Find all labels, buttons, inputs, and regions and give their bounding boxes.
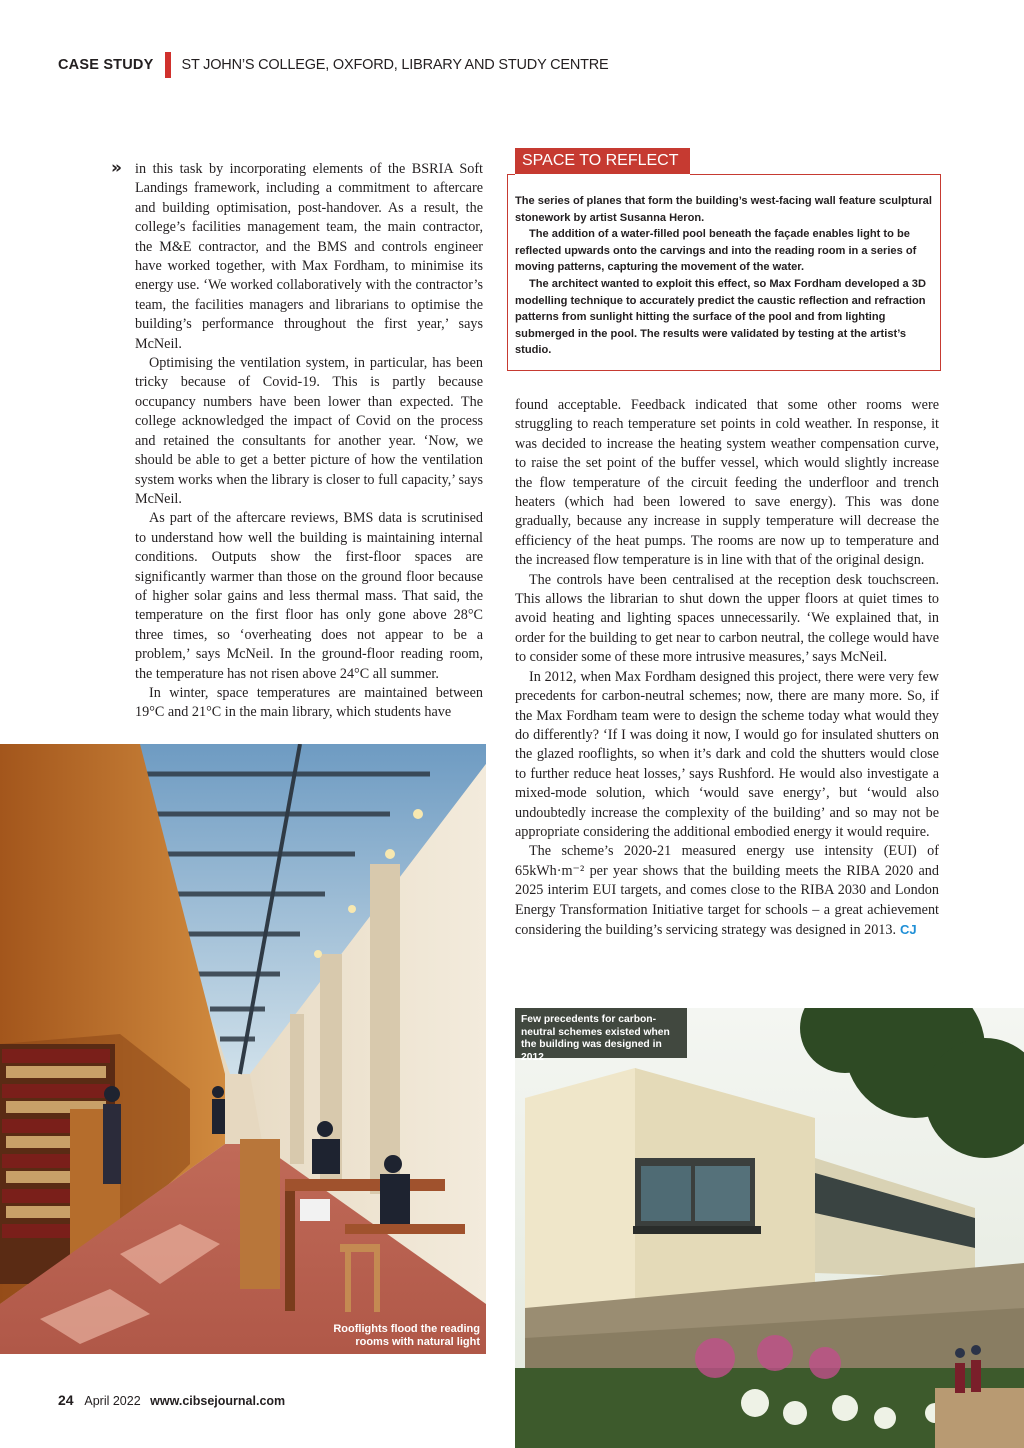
library-interior-photo [0,744,486,1354]
body-paragraph: In winter, space temperatures are maintained between 19°C and 21°C in the main library, which students have [135,684,483,721]
issue-date: April 2022 [84,1394,141,1408]
exterior-photo-caption: Few precedents for carbon-neutral schemes existed when the building was designed in 2012 [515,1008,687,1058]
final-paragraph-text: The scheme’s 2020-21 measured energy use intensity (EUI) of 65kWh·m⁻² per year shows that the building meets the RIBA 2020 and 2025 interim EUI targets, and comes close to the RIBA 2030 and London Energy Transformation Initiative target for schools – a great achievement considering the building’s servicing strategy was designed in 2013. [515,843,939,938]
running-header [58,52,609,78]
body-paragraph: in this task by incorporating elements of the BSRIA Soft Landings framework, including a commitment to aftercare and building optimisation, post-handover. As a result, the college’s facilities management team, the main contractor, the M&E contractor, and the BMS and controls engineer have worked together, with Max Fordham, to minimise its energy use. ‘We worked collaboratively with the contractor’s team, the facilities managers and librarians to optimise the building’s performance throughout the first year,’ says McNeil. [135,161,483,352]
left-column [135,160,483,723]
page-number: 24 [58,1392,74,1408]
website-link[interactable]: www.cibsejournal.com [150,1394,286,1408]
body-paragraph [515,842,939,940]
end-mark: CJ [900,921,917,937]
body-paragraph: found acceptable. Feedback indicated that some other rooms were struggling to reach temperature set points in cold weather. In response, it was decided to increase the heating system weather compensation curve, to raise the set point of the buffer vessel, which would slightly increase the flow temperature of the circuit feeding the underfloor and trench heaters (which had been lowered to save energy). This was done gradually, because any increase in supply temperature will decrease the efficiency of the heat pumps. The rooms are now up to temperature and the increased flow temperature is in line with that of the original design. [515,397,939,569]
continuation-chevron-icon: » [111,158,122,178]
sidebar-paragraph: The architect wanted to exploit this effect, so Max Fordham developed a 3D modelling technique to accurately predict the caustic reflection and refraction patterns from sunlight hitting the surface of the pool and from lighting submerged in the pool. The results were validated by testing at the artist’s studio. [515,277,926,357]
sidebar-paragraph: The addition of a water-filled pool beneath the façade enables light to be reflected upwards onto the carvings and into the reading room in a series of moving patterns, capturing the movement of the water. [515,228,917,274]
body-paragraph: In 2012, when Max Fordham designed this project, there were very few precedents for carbon-neutral schemes; now, there are many more. So, if the Max Fordham team were to design the scheme today what would they do differently? ‘If I was doing it now, I would go for insulated shutters on the glazed rooflights, so when it’s dark and cold the shutters would close to further reduce heat losses,’ says Rushford. He would also investigate a mixed-mode solution, which ‘would save energy’, but ‘would also undoubtedly increase the complexity of the building’ and so may not be appropriate considering the additional embodied energy it would require. [515,668,939,840]
library-illustration [0,744,486,1354]
exterior-photo [515,1008,1024,1448]
section-label: CASE STUDY [58,57,154,73]
body-paragraph: As part of the aftercare reviews, BMS data is scrutinised to understand how well the building is maintaining internal conditions. Outputs show the first-floor spaces are significantly warmer than those on the ground floor because of higher solar gains and less thermal mass. That said, the temperature on the first floor has only gone above 28°C three times, so ‘overheating does not appear to be a problem,’ says McNeil. In the ground-floor reading room, the temperature has not risen above 24°C all summer. [135,510,483,682]
sidebar-text [515,193,933,359]
article-title: ST JOHN’S COLLEGE, OXFORD, LIBRARY AND STUDY CENTRE [181,57,609,73]
header-divider [165,52,171,78]
body-paragraph: The controls have been centralised at the reception desk touchscreen. This allows the librarian to shut down the upper floors at quiet times to avoid heating and lighting spaces unnecessarily. ‘We explained that, in order for the building to get near to carbon neutral, the college would have to consider some of these more intrusive measures,’ says McNeil. [515,571,939,666]
page-footer [58,1392,285,1408]
sidebar-heading: SPACE TO REFLECT [515,148,690,174]
exterior-illustration [515,1008,1024,1448]
right-column [515,396,939,940]
sidebar-paragraph: The series of planes that form the building’s west-facing wall feature sculptural stonework by artist Susanna Heron. [515,195,932,224]
library-photo-caption: Rooflights flood the reading rooms with natural light [333,1323,480,1348]
body-paragraph: Optimising the ventilation system, in particular, has been tricky because of Covid-19. This is partly because occupancy numbers have been lower than expected. The college acknowledged the impact of Covid on the process and retained the consultants for another year. ‘Now, we should be able to get a better picture of how the ventilation system works when the library is closer to full capacity,’ says McNeil. [135,355,483,507]
